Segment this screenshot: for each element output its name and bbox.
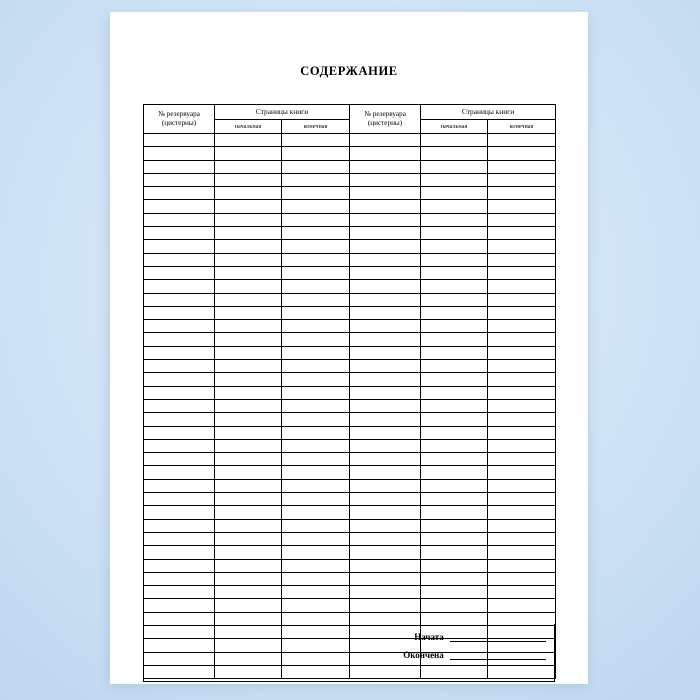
table-cell[interactable]	[350, 386, 421, 399]
table-cell[interactable]	[282, 134, 350, 147]
table-cell[interactable]	[488, 160, 556, 173]
table-cell[interactable]	[215, 506, 282, 519]
table-cell[interactable]	[144, 187, 215, 200]
table-cell[interactable]	[215, 439, 282, 452]
table-cell[interactable]	[421, 240, 488, 253]
table-cell[interactable]	[488, 173, 556, 186]
table-cell[interactable]	[350, 173, 421, 186]
table-cell[interactable]	[144, 293, 215, 306]
table-cell[interactable]	[282, 559, 350, 572]
table-cell[interactable]	[215, 360, 282, 373]
table-cell[interactable]	[144, 413, 215, 426]
table-cell[interactable]	[215, 320, 282, 333]
footer-started-rule	[450, 632, 546, 642]
table-cell[interactable]	[144, 506, 215, 519]
table-row[interactable]	[144, 346, 556, 359]
table-cell[interactable]	[350, 293, 421, 306]
table-cell[interactable]	[215, 160, 282, 173]
footer-finished-line	[403, 650, 546, 660]
table-cell[interactable]	[144, 386, 215, 399]
table-cell[interactable]	[144, 227, 215, 240]
table-cell[interactable]	[215, 386, 282, 399]
table-cell[interactable]	[282, 373, 350, 386]
table-cell[interactable]	[350, 266, 421, 279]
table-cell[interactable]	[215, 532, 282, 545]
table-row[interactable]	[144, 439, 556, 452]
header-start-right: начальная	[421, 119, 488, 134]
table-cell[interactable]	[215, 227, 282, 240]
table-cell[interactable]	[144, 373, 215, 386]
table-cell[interactable]	[282, 266, 350, 279]
table-cell[interactable]	[421, 213, 488, 226]
header-start-left: начальная	[215, 119, 282, 134]
table-cell[interactable]	[421, 360, 488, 373]
table-cell[interactable]	[215, 373, 282, 386]
footer-started-line	[403, 632, 546, 642]
table-cell[interactable]	[215, 173, 282, 186]
table-cell[interactable]	[350, 373, 421, 386]
table-cell[interactable]	[215, 346, 282, 359]
table-row[interactable]	[144, 360, 556, 373]
table-cell[interactable]	[215, 546, 282, 559]
table-cell[interactable]	[350, 160, 421, 173]
table-cell[interactable]	[144, 532, 215, 545]
table-cell[interactable]	[215, 187, 282, 200]
table-cell[interactable]	[421, 333, 488, 346]
table-cell[interactable]	[282, 173, 350, 186]
table-cell[interactable]	[144, 134, 215, 147]
table-row[interactable]	[144, 506, 556, 519]
content-table-wrapper	[143, 104, 555, 679]
header-end-left: конечная	[282, 119, 350, 134]
table-cell[interactable]	[488, 413, 556, 426]
footer-finished-rule	[450, 650, 546, 660]
table-cell[interactable]	[282, 386, 350, 399]
table-cell[interactable]	[488, 213, 556, 226]
table-cell[interactable]	[488, 479, 556, 492]
table-cell[interactable]	[488, 599, 556, 612]
table-cell[interactable]	[282, 466, 350, 479]
table-cell[interactable]	[421, 599, 488, 612]
table-cell[interactable]	[144, 280, 215, 293]
table-cell[interactable]	[282, 506, 350, 519]
table-cell[interactable]	[488, 439, 556, 452]
table-cell[interactable]	[282, 532, 350, 545]
table-row[interactable]	[144, 373, 556, 386]
table-cell[interactable]	[282, 306, 350, 319]
table-cell[interactable]	[215, 280, 282, 293]
table-cell[interactable]	[488, 586, 556, 599]
table-cell[interactable]	[144, 253, 215, 266]
table-cell[interactable]	[421, 266, 488, 279]
table-cell[interactable]	[488, 266, 556, 279]
table-row[interactable]	[144, 599, 556, 612]
table-cell[interactable]	[350, 546, 421, 559]
table-cell[interactable]	[144, 160, 215, 173]
table-row[interactable]	[144, 280, 556, 293]
table-row[interactable]	[144, 227, 556, 240]
table-cell[interactable]	[421, 413, 488, 426]
table-cell[interactable]	[282, 147, 350, 160]
table-cell[interactable]	[144, 346, 215, 359]
table-cell[interactable]	[421, 532, 488, 545]
table-cell[interactable]	[350, 506, 421, 519]
table-cell[interactable]	[215, 213, 282, 226]
footer-finished-label: Окончена	[403, 650, 444, 660]
table-cell[interactable]	[421, 147, 488, 160]
table-cell[interactable]	[488, 426, 556, 439]
table-cell[interactable]	[215, 399, 282, 412]
table-cell[interactable]	[144, 493, 215, 506]
table-cell[interactable]	[421, 439, 488, 452]
table-cell[interactable]	[282, 519, 350, 532]
table-cell[interactable]	[488, 386, 556, 399]
table-cell[interactable]	[282, 227, 350, 240]
table-cell[interactable]	[144, 453, 215, 466]
table-cell[interactable]	[282, 479, 350, 492]
table-cell[interactable]	[215, 134, 282, 147]
table-cell[interactable]	[215, 572, 282, 585]
table-row[interactable]	[144, 519, 556, 532]
header-reservoir-left: № резервуара (цистерны)	[144, 105, 215, 134]
table-cell[interactable]	[488, 346, 556, 359]
table-cell[interactable]	[215, 599, 282, 612]
table-cell[interactable]	[421, 373, 488, 386]
table-cell[interactable]	[282, 280, 350, 293]
table-cell[interactable]	[350, 439, 421, 452]
table-cell[interactable]	[488, 453, 556, 466]
table-row[interactable]	[144, 453, 556, 466]
table-cell[interactable]	[282, 213, 350, 226]
table-cell[interactable]	[350, 479, 421, 492]
table-cell[interactable]	[282, 346, 350, 359]
content-table	[143, 104, 556, 679]
table-cell[interactable]	[282, 293, 350, 306]
table-row[interactable]	[144, 200, 556, 213]
table-cell[interactable]	[421, 546, 488, 559]
table-cell[interactable]	[350, 572, 421, 585]
table-cell[interactable]	[144, 559, 215, 572]
table-cell[interactable]	[488, 253, 556, 266]
table-cell[interactable]	[144, 173, 215, 186]
table-cell[interactable]	[215, 586, 282, 599]
table-cell[interactable]	[488, 493, 556, 506]
table-row[interactable]	[144, 586, 556, 599]
table-cell[interactable]	[282, 426, 350, 439]
table-cell[interactable]	[488, 320, 556, 333]
table-cell[interactable]	[282, 453, 350, 466]
table-cell[interactable]	[282, 413, 350, 426]
table-cell[interactable]	[144, 466, 215, 479]
table-cell[interactable]	[282, 546, 350, 559]
table-cell[interactable]	[350, 253, 421, 266]
table-row[interactable]	[144, 187, 556, 200]
table-header-row-group	[144, 105, 556, 120]
table-cell[interactable]	[144, 586, 215, 599]
table-cell[interactable]	[215, 426, 282, 439]
table-cell[interactable]	[421, 346, 488, 359]
table-cell[interactable]	[488, 506, 556, 519]
table-cell[interactable]	[350, 320, 421, 333]
table-cell[interactable]	[421, 200, 488, 213]
table-cell[interactable]	[421, 386, 488, 399]
table-cell[interactable]	[350, 187, 421, 200]
table-cell[interactable]	[488, 227, 556, 240]
table-row[interactable]	[144, 559, 556, 572]
table-row[interactable]	[144, 493, 556, 506]
table-row[interactable]	[144, 320, 556, 333]
table-cell[interactable]	[488, 200, 556, 213]
table-cell[interactable]	[488, 134, 556, 147]
table-cell[interactable]	[282, 160, 350, 173]
header-pages-left: Страницы книги	[215, 105, 350, 120]
header-end-right: конечная	[488, 119, 556, 134]
table-cell[interactable]	[350, 147, 421, 160]
table-cell[interactable]	[215, 200, 282, 213]
table-row[interactable]	[144, 160, 556, 173]
table-cell[interactable]	[421, 479, 488, 492]
table-cell[interactable]	[421, 253, 488, 266]
document-page	[110, 12, 588, 684]
table-cell[interactable]	[421, 426, 488, 439]
table-cell[interactable]	[350, 280, 421, 293]
table-cell[interactable]	[488, 559, 556, 572]
table-cell[interactable]	[350, 240, 421, 253]
table-cell[interactable]	[144, 546, 215, 559]
table-cell[interactable]	[421, 187, 488, 200]
table-cell[interactable]	[282, 187, 350, 200]
table-cell[interactable]	[350, 493, 421, 506]
table-cell[interactable]	[421, 160, 488, 173]
table-cell[interactable]	[282, 599, 350, 612]
table-cell[interactable]	[144, 200, 215, 213]
table-cell[interactable]	[215, 333, 282, 346]
table-cell[interactable]	[215, 479, 282, 492]
table-row[interactable]	[144, 532, 556, 545]
table-cell[interactable]	[144, 266, 215, 279]
table-row[interactable]	[144, 413, 556, 426]
table-cell[interactable]	[350, 200, 421, 213]
table-cell[interactable]	[350, 333, 421, 346]
table-cell[interactable]	[488, 360, 556, 373]
table-cell[interactable]	[144, 320, 215, 333]
table-row[interactable]	[144, 213, 556, 226]
table-cell[interactable]	[488, 546, 556, 559]
table-cell[interactable]	[215, 559, 282, 572]
table-cell[interactable]	[421, 493, 488, 506]
table-cell[interactable]	[144, 479, 215, 492]
table-cell[interactable]	[282, 320, 350, 333]
table-row[interactable]	[144, 134, 556, 147]
table-cell[interactable]	[282, 493, 350, 506]
table-row[interactable]	[144, 386, 556, 399]
table-cell[interactable]	[215, 147, 282, 160]
table-cell[interactable]	[488, 532, 556, 545]
table-cell[interactable]	[421, 586, 488, 599]
table-cell[interactable]	[215, 293, 282, 306]
table-cell[interactable]	[350, 360, 421, 373]
table-cell[interactable]	[488, 519, 556, 532]
table-cell[interactable]	[215, 240, 282, 253]
table-cell[interactable]	[350, 213, 421, 226]
table-row[interactable]	[144, 173, 556, 186]
table-cell[interactable]	[350, 413, 421, 426]
table-cell[interactable]	[350, 532, 421, 545]
table-cell[interactable]	[144, 360, 215, 373]
table-cell[interactable]	[421, 227, 488, 240]
table-cell[interactable]	[144, 519, 215, 532]
table-cell[interactable]	[350, 399, 421, 412]
table-cell[interactable]	[350, 519, 421, 532]
table-cell[interactable]	[350, 306, 421, 319]
table-cell[interactable]	[282, 572, 350, 585]
table-cell[interactable]	[282, 360, 350, 373]
table-cell[interactable]	[144, 399, 215, 412]
table-cell[interactable]	[350, 586, 421, 599]
table-body	[144, 134, 556, 679]
table-cell[interactable]	[421, 506, 488, 519]
table-row[interactable]	[144, 147, 556, 160]
table-row[interactable]	[144, 333, 556, 346]
table-cell[interactable]	[350, 466, 421, 479]
table-cell[interactable]	[421, 466, 488, 479]
table-cell[interactable]	[144, 599, 215, 612]
table-row[interactable]	[144, 253, 556, 266]
table-cell[interactable]	[421, 399, 488, 412]
table-cell[interactable]	[488, 280, 556, 293]
table-row[interactable]	[144, 546, 556, 559]
table-cell[interactable]	[421, 320, 488, 333]
table-cell[interactable]	[215, 453, 282, 466]
table-cell[interactable]	[350, 426, 421, 439]
table-cell[interactable]	[421, 559, 488, 572]
table-cell[interactable]	[144, 306, 215, 319]
table-cell[interactable]	[421, 519, 488, 532]
table-cell[interactable]	[488, 240, 556, 253]
table-cell[interactable]	[421, 572, 488, 585]
table-row[interactable]	[144, 266, 556, 279]
table-cell[interactable]	[215, 253, 282, 266]
table-head	[144, 105, 556, 134]
header-pages-right: Страницы книги	[421, 105, 556, 120]
table-cell[interactable]	[282, 439, 350, 452]
table-cell[interactable]	[350, 134, 421, 147]
table-cell[interactable]	[350, 599, 421, 612]
table-row[interactable]	[144, 399, 556, 412]
table-cell[interactable]	[350, 559, 421, 572]
table-cell[interactable]	[488, 399, 556, 412]
table-cell[interactable]	[488, 187, 556, 200]
table-cell[interactable]	[488, 373, 556, 386]
table-cell[interactable]	[215, 266, 282, 279]
table-cell[interactable]	[421, 306, 488, 319]
table-cell[interactable]	[421, 293, 488, 306]
table-cell[interactable]	[282, 586, 350, 599]
table-cell[interactable]	[215, 493, 282, 506]
table-cell[interactable]	[421, 453, 488, 466]
table-cell[interactable]	[421, 280, 488, 293]
table-cell[interactable]	[215, 466, 282, 479]
table-row[interactable]	[144, 293, 556, 306]
table-cell[interactable]	[350, 346, 421, 359]
table-cell[interactable]	[144, 439, 215, 452]
table-cell[interactable]	[421, 173, 488, 186]
table-cell[interactable]	[350, 227, 421, 240]
table-row[interactable]	[144, 306, 556, 319]
table-cell[interactable]	[488, 333, 556, 346]
table-cell[interactable]	[144, 213, 215, 226]
table-row[interactable]	[144, 240, 556, 253]
page-title: СОДЕРЖАНИЕ	[300, 64, 398, 78]
table-cell[interactable]	[144, 426, 215, 439]
table-cell[interactable]	[144, 240, 215, 253]
table-cell[interactable]	[350, 453, 421, 466]
table-cell[interactable]	[421, 134, 488, 147]
table-cell[interactable]	[282, 399, 350, 412]
table-cell[interactable]	[215, 413, 282, 426]
document-footer	[143, 624, 555, 682]
table-cell[interactable]	[282, 200, 350, 213]
table-row[interactable]	[144, 479, 556, 492]
table-row[interactable]	[144, 426, 556, 439]
table-cell[interactable]	[488, 147, 556, 160]
table-cell[interactable]	[215, 519, 282, 532]
table-cell[interactable]	[488, 306, 556, 319]
footer-signature-lines	[403, 632, 546, 668]
table-row[interactable]	[144, 466, 556, 479]
table-cell[interactable]	[144, 572, 215, 585]
table-cell[interactable]	[282, 333, 350, 346]
table-cell[interactable]	[282, 240, 350, 253]
table-row[interactable]	[144, 572, 556, 585]
table-cell[interactable]	[488, 572, 556, 585]
table-cell[interactable]	[488, 293, 556, 306]
table-cell[interactable]	[144, 333, 215, 346]
table-cell[interactable]	[488, 466, 556, 479]
header-reservoir-right: № резервуара (цистерны)	[350, 105, 421, 134]
table-cell[interactable]	[215, 306, 282, 319]
footer-started-label: Начата	[414, 632, 444, 642]
table-cell[interactable]	[144, 147, 215, 160]
table-cell[interactable]	[282, 253, 350, 266]
